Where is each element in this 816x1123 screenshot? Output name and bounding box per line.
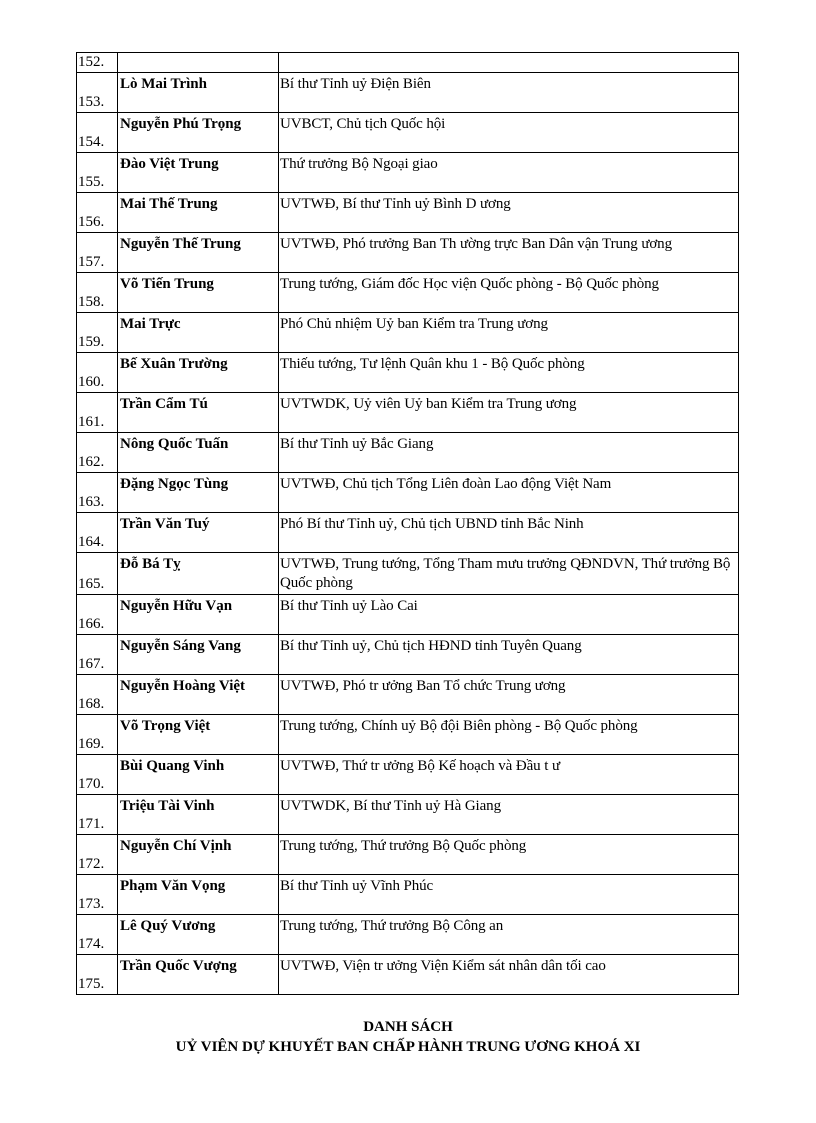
member-name: Nguyễn Phú Trọng (118, 113, 279, 153)
row-number: 154. (77, 113, 118, 153)
table-row (77, 675, 739, 715)
member-position (279, 53, 739, 73)
row-number: 169. (77, 715, 118, 755)
member-name: Bế Xuân Trường (118, 353, 279, 393)
table-row (77, 595, 739, 635)
table-row (77, 233, 739, 273)
table-row (77, 53, 739, 73)
member-name: Trần Quốc Vượng (118, 955, 279, 995)
row-number: 152. (77, 53, 118, 73)
row-number: 164. (77, 513, 118, 553)
member-name: Đỗ Bá Tỵ (118, 553, 279, 595)
member-position: Bí thư Tỉnh uỷ, Chủ tịch HĐND tỉnh Tuyên Quang (279, 635, 739, 675)
row-number: 162. (77, 433, 118, 473)
member-name: Mai Trực (118, 313, 279, 353)
table-row (77, 193, 739, 233)
table-row (77, 915, 739, 955)
member-position: UVTWĐ, Thứ tr ưởng Bộ Kế hoạch và Đầu t ư (279, 755, 739, 795)
row-number: 166. (77, 595, 118, 635)
table-row (77, 635, 739, 675)
row-number: 172. (77, 835, 118, 875)
row-number: 157. (77, 233, 118, 273)
member-position: Thiếu tướng, Tư lệnh Quân khu 1 - Bộ Quốc phòng (279, 353, 739, 393)
row-number: 153. (77, 73, 118, 113)
row-number: 168. (77, 675, 118, 715)
member-position: UVTWDK, Uỷ viên Uỷ ban Kiểm tra Trung ương (279, 393, 739, 433)
member-position: Bí thư Tỉnh uỷ Vĩnh Phúc (279, 875, 739, 915)
row-number: 156. (77, 193, 118, 233)
table-row (77, 875, 739, 915)
table-row (77, 835, 739, 875)
table-row (77, 153, 739, 193)
row-number: 171. (77, 795, 118, 835)
member-name: Nông Quốc Tuấn (118, 433, 279, 473)
table-row (77, 113, 739, 153)
table-row (77, 715, 739, 755)
row-number: 175. (77, 955, 118, 995)
heading-line-2: UỶ VIÊN DỰ KHUYẾT BAN CHẤP HÀNH TRUNG ƯƠNG KHOÁ XI (175, 1039, 641, 1055)
member-name: Mai Thế Trung (118, 193, 279, 233)
member-position: UVBCT, Chủ tịch Quốc hội (279, 113, 739, 153)
member-name: Đặng Ngọc Tùng (118, 473, 279, 513)
member-position: Bí thư Tỉnh uỷ Điện Biên (279, 73, 739, 113)
member-table (76, 52, 739, 995)
member-name: Trần Văn Tuý (118, 513, 279, 553)
member-name: Nguyễn Chí Vịnh (118, 835, 279, 875)
table-row (77, 433, 739, 473)
member-name: Nguyễn Hữu Vạn (118, 595, 279, 635)
row-number: 160. (77, 353, 118, 393)
row-number: 161. (77, 393, 118, 433)
member-name: Lò Mai Trình (118, 73, 279, 113)
member-position: UVTWĐ, Phó trưởng Ban Th ường trực Ban Dân vận Trung ương (279, 233, 739, 273)
table-row (77, 353, 739, 393)
row-number: 170. (77, 755, 118, 795)
table-row (77, 273, 739, 313)
member-name: Đào Việt Trung (118, 153, 279, 193)
member-name: Võ Tiến Trung (118, 273, 279, 313)
table-row (77, 73, 739, 113)
row-number: 163. (77, 473, 118, 513)
member-position: UVTWĐ, Phó tr ưởng Ban Tổ chức Trung ương (279, 675, 739, 715)
member-position: Trung tướng, Giám đốc Học viện Quốc phòng - Bộ Quốc phòng (279, 273, 739, 313)
row-number: 159. (77, 313, 118, 353)
row-number: 173. (77, 875, 118, 915)
member-name: Nguyễn Thế Trung (118, 233, 279, 273)
heading-line-1: DANH SÁCH (363, 1019, 453, 1035)
member-name: Trần Cẩm Tú (118, 393, 279, 433)
member-name: Bùi Quang Vinh (118, 755, 279, 795)
member-position: UVTWDK, Bí thư Tỉnh uỷ Hà Giang (279, 795, 739, 835)
table-row (77, 393, 739, 433)
row-number: 155. (77, 153, 118, 193)
member-position: UVTWĐ, Viện tr ưởng Viện Kiểm sát nhân dân tối cao (279, 955, 739, 995)
member-position: Bí thư Tỉnh uỷ Bắc Giang (279, 433, 739, 473)
row-number: 167. (77, 635, 118, 675)
table-row (77, 513, 739, 553)
member-position: UVTWĐ, Bí thư Tỉnh uỷ Bình D ương (279, 193, 739, 233)
member-name: Phạm Văn Vọng (118, 875, 279, 915)
table-row (77, 553, 739, 595)
member-position: UVTWĐ, Chủ tịch Tổng Liên đoàn Lao động Việt Nam (279, 473, 739, 513)
member-position: Trung tướng, Thứ trưởng Bộ Quốc phòng (279, 835, 739, 875)
member-position: Trung tướng, Thứ trưởng Bộ Công an (279, 915, 739, 955)
member-name: Võ Trọng Việt (118, 715, 279, 755)
member-name (118, 53, 279, 73)
member-position: Bí thư Tỉnh uỷ Lào Cai (279, 595, 739, 635)
member-position: Trung tướng, Chính uỷ Bộ đội Biên phòng - Bộ Quốc phòng (279, 715, 739, 755)
row-number: 158. (77, 273, 118, 313)
table-row (77, 473, 739, 513)
member-table-body (77, 53, 739, 995)
table-row (77, 313, 739, 353)
member-name: Nguyễn Hoàng Việt (118, 675, 279, 715)
member-name: Triệu Tài Vinh (118, 795, 279, 835)
table-row (77, 795, 739, 835)
table-row (77, 955, 739, 995)
member-position: Phó Bí thư Tỉnh uỷ, Chủ tịch UBND tỉnh Bắc Ninh (279, 513, 739, 553)
row-number: 165. (77, 553, 118, 595)
table-row (77, 755, 739, 795)
member-name: Lê Quý Vương (118, 915, 279, 955)
row-number: 174. (77, 915, 118, 955)
member-position: UVTWĐ, Trung tướng, Tổng Tham mưu trưởng QĐNDVN, Thứ trưởng Bộ Quốc phòng (279, 553, 739, 595)
member-position: Phó Chủ nhiệm Uỷ ban Kiểm tra Trung ương (279, 313, 739, 353)
member-position: Thứ trưởng Bộ Ngoại giao (279, 153, 739, 193)
member-name: Nguyễn Sáng Vang (118, 635, 279, 675)
